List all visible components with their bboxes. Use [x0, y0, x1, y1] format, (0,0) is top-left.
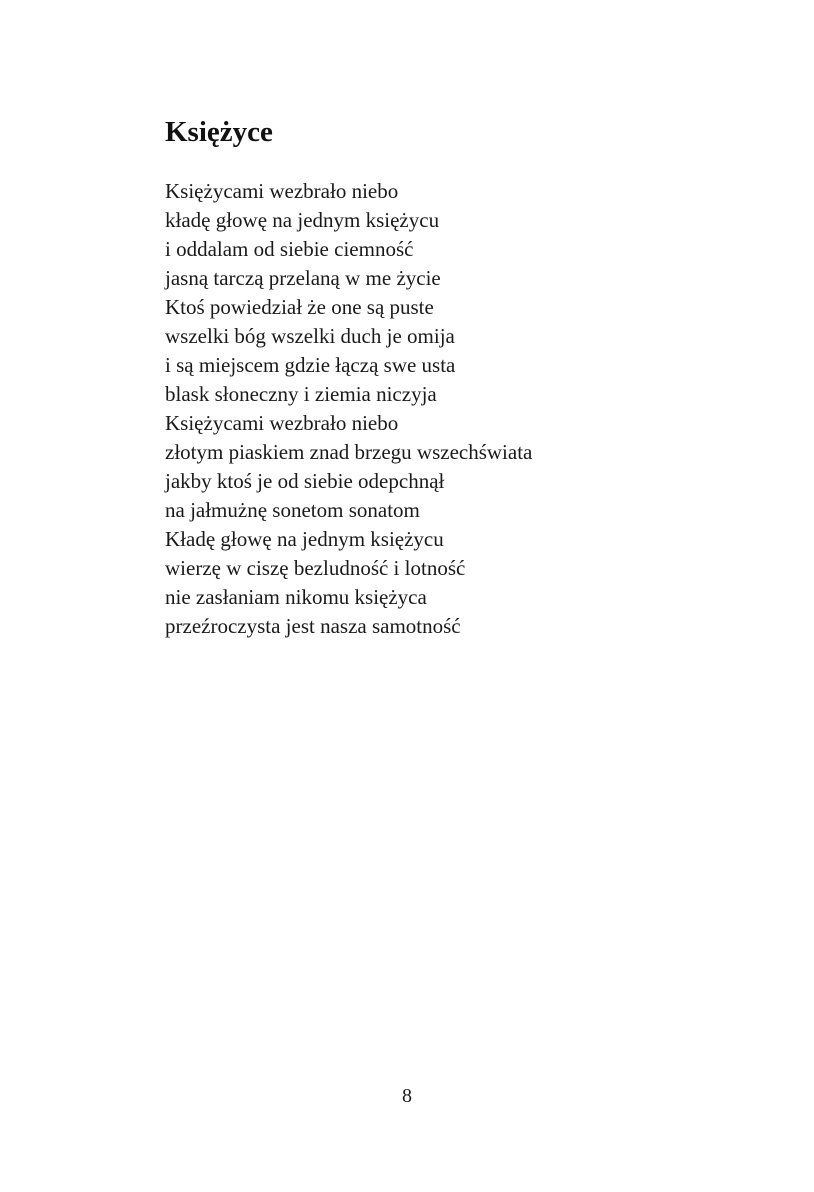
poem-line: kładę głowę na jednym księżycu [165, 208, 440, 232]
poem-line: i oddalam od siebie ciemność [165, 237, 414, 261]
poem-line: jasną tarczą przelaną w me życie [165, 266, 441, 290]
poem-line: przeźroczysta jest nasza samotność [165, 614, 461, 638]
poem-line: złotym piaskiem znad brzegu wszechświata [165, 440, 533, 464]
poem-line: na jałmużnę sonetom sonatom [165, 498, 420, 522]
poem-body [165, 177, 532, 641]
poem-line: Księżycami wezbrało niebo [165, 411, 399, 435]
poem-line: wierzę w ciszę bezludność i lotność [165, 556, 466, 580]
poem-title: Księżyce [165, 116, 273, 148]
poem-line: Ktoś powiedział że one są puste [165, 295, 434, 319]
page-number: 8 [402, 1085, 412, 1107]
poem-line: Księżycami wezbrało niebo [165, 179, 399, 203]
poem-line: i są miejscem gdzie łączą swe usta [165, 353, 456, 377]
poem-line: blask słoneczny i ziemia niczyja [165, 382, 437, 406]
poem-line: nie zasłaniam nikomu księżyca [165, 585, 427, 609]
poem-line: Kładę głowę na jednym księżycu [165, 527, 444, 551]
poem-line: jakby ktoś je od siebie odepchnął [165, 469, 445, 493]
poem-line: wszelki bóg wszelki duch je omija [165, 324, 455, 348]
